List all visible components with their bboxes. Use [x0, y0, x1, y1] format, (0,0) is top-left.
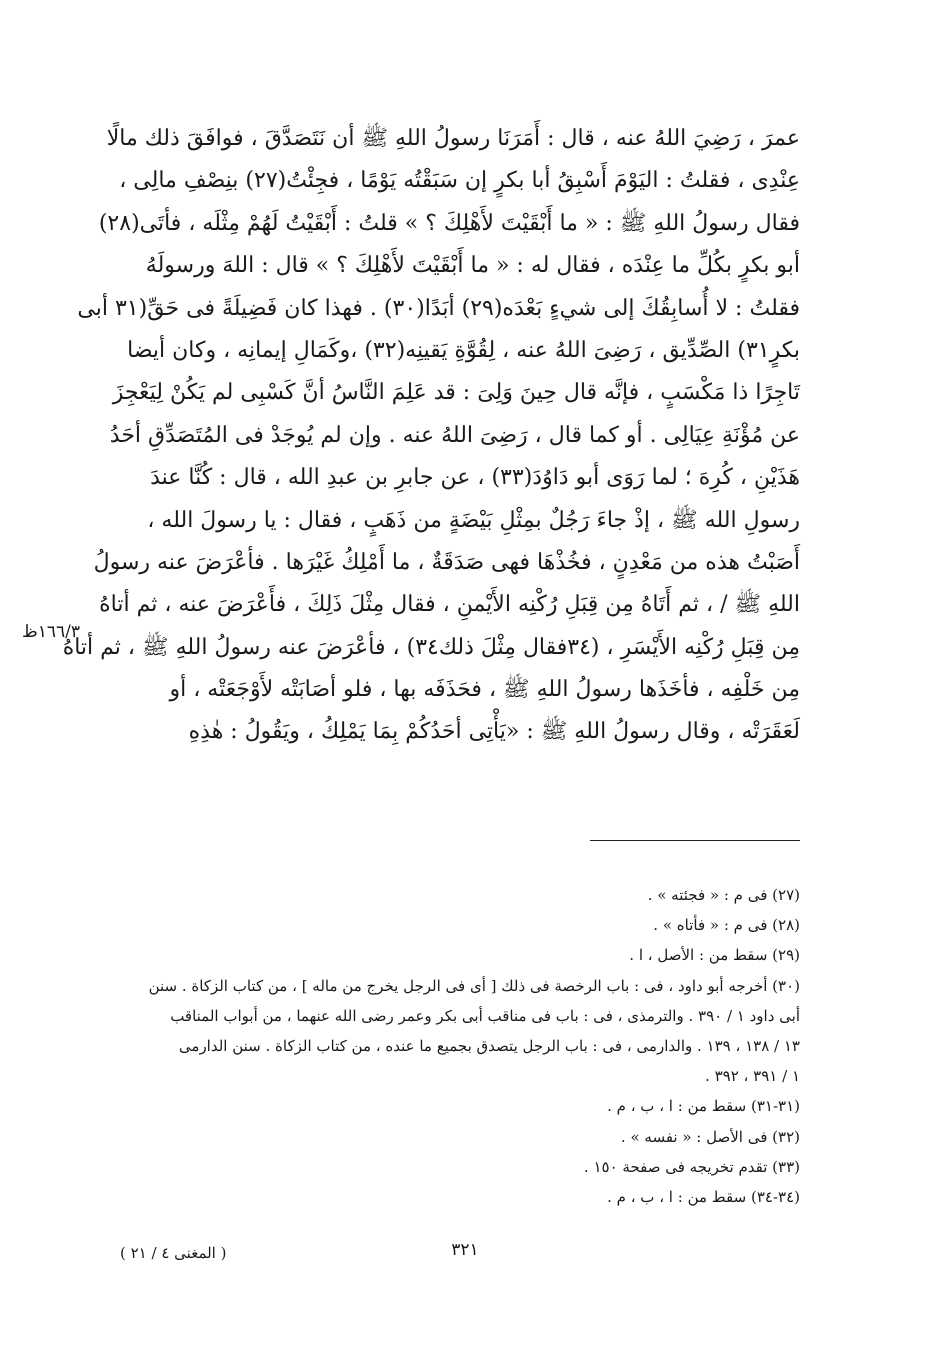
footnotes-list — [120, 880, 800, 1212]
footnote: (٣٤-٣٤) سقط من : ا ، ب ، م . — [607, 1187, 800, 1206]
text-line: لَعَقَرَتْه ، وقال رسولُ اللهِ ﷺ : «يَأْتِى أحَدُكُمْ بِمَا يَمْلِكُ ، ويَقُولُ : هٰذِهِ — [188, 719, 800, 745]
footnote: (٣٣) تقدم تخريجه فى صفحة ١٥٠ . — [583, 1157, 800, 1176]
text-line: فقال رسولُ اللهِ ﷺ : « ما أَبْقَيْتَ لأَهْلِكَ ؟ » قلتُ : أَبْقَيْتُ لَهُمْ مِثْلَه ، فأتَى(٢٨) — [98, 210, 800, 236]
text-line: عِنْدِى ، فقلتُ : اليَوْمَ أَسْبِقُ أبا بكرٍ إن سَبَقْتُه يَوْمًا ، فجِئْتُ(٢٧) بنِصْفِ مالِى ، — [119, 168, 800, 194]
footnote: (٢٨) فى م : « فأتاه » . — [653, 916, 800, 935]
footnote: (٣١-٣١) سقط من : ا ، ب ، م . — [607, 1097, 800, 1116]
footnote: أبى داود ١ / ٣٩٠ . والترمذى ، فى : باب فى مناقب أبى بكر وعمر رضى الله عنهما ، من أبواب المناقب — [170, 1006, 800, 1025]
text-line: فقلتُ : لا أُسابِقُكَ إلى شيءٍ بَعْدَه(٢٩) أبَدًا(٣٠) . فهذا كان فَضِيلَةً فى حَقِّ(٣١ أبى — [77, 295, 800, 321]
footnote: (٣٢) فى الأصل : « نفسه » . — [620, 1127, 800, 1146]
main-text-block — [62, 118, 800, 754]
footnote: (٣٠) أخرجه أبو داود ، فى : باب الرخصة فى ذلك [ أى فى الرجل يخرج من ماله ] ، من كتاب الزكاة . سنن — [148, 976, 800, 995]
text-line: أَصَبْتُ هذه من مَعْدِنٍ ، فخُذْهَا فهى صَدَقَةٌ ، ما أَمْلِكُ غَيْرَها . فأعْرَضَ عنه رسولُ — [93, 549, 800, 575]
footnote: (٢٧) فى م : « فجئته » . — [647, 886, 800, 904]
text-line: رسولِ الله ﷺ ، إذْ جاءَ رَجُلٌ بمِثْلِ بَيْضَةٍ من ذَهَبٍ ، فقال : يا رسولَ الله ، — [147, 507, 800, 533]
footnote: (٢٩) سقط من : الأصل ، ا . — [629, 946, 800, 965]
text-line: هَذَيْنِ ، كُرِهَ ؛ لما رَوَى أبو دَاوُدَ(٣٣) ، عن جابرِ بن عبدِ الله ، قال : كُنَّا عندَ — [150, 465, 800, 491]
footnote: ١٣ / ١٣٨ ، ١٣٩ . والدارمى ، فى : باب الرجل يتصدق بجميع ما عنده ، من كتاب الزكاة . سنن الدارمى — [178, 1036, 800, 1055]
footnote-separator — [590, 840, 800, 841]
page-number: ٣٢١ — [451, 1240, 479, 1260]
text-line: عن مُؤْنَةِ عِيَالِى . أو كما قال ، رَضِىَ اللهُ عنه . وإن لم يُوجَدْ فى المُتَصَدِّقِ أحَدُ — [109, 422, 800, 448]
text-line: بكرٍ٣١) الصِّدِّيق ، رَضِىَ اللهُ عنه ، لِقُوَّةِ يَقينِه(٣٢) ،وكَمَالِ إيمانِه ، وكان أيضا — [127, 337, 800, 363]
footnote: ١ / ٣٩١ ، ٣٩٢ . — [705, 1067, 800, 1086]
text-line: مِن قِبَلِ رُكْنِه الأَيْسَرِ ، (٣٤فقال مِثْلَ ذلك٣٤) ، فأعْرَضَ عنه رسولُ اللهِ ﷺ ، ثم أتاهُ — [62, 634, 800, 660]
text-line: اللهِ ﷺ / ، ثم أَتَاهُ مِن قِبَلِ رُكْنِه الأَيْمنِ ، فقال مِثْلَ ذَلِكَ ، فأَعْرَضَ عنه ، ثم أتاهُ — [99, 592, 800, 618]
text-line: أبو بكرٍ بكُلِّ ما عِنْدَه ، فقال له : « ما أَبْقَيْتَ لأَهْلِكَ ؟ » قال : اللهَ ورسولَهُ — [145, 253, 800, 279]
book-signature: ( المغنى ٤ / ٢١ ) — [120, 1244, 227, 1262]
margin-folio-note: ١٦٦/٣ظ — [22, 622, 80, 642]
text-line: تَاجِرًا ذا مَكْسَبٍ ، فإنَّه قال حِينَ وَلِىَ : قد عَلِمَ النَّاسُ أنَّ كَسْبِى لم يَكُنْ لِيَعْجِزَ — [112, 380, 800, 406]
text-line: مِن خَلْفِه ، فأخَذَها رسولُ اللهِ ﷺ ، فحَذَفَه بها ، فلو أصَابَتْه لأَوْجَعَتْه ، أو — [169, 677, 800, 703]
text-line: عمرَ ، رَضِيَ اللهُ عنه ، قال : أَمَرَنَا رسولُ اللهِ ﷺ أن نَتَصَدَّقَ ، فوافَقَ ذلك مالًا — [106, 126, 800, 151]
